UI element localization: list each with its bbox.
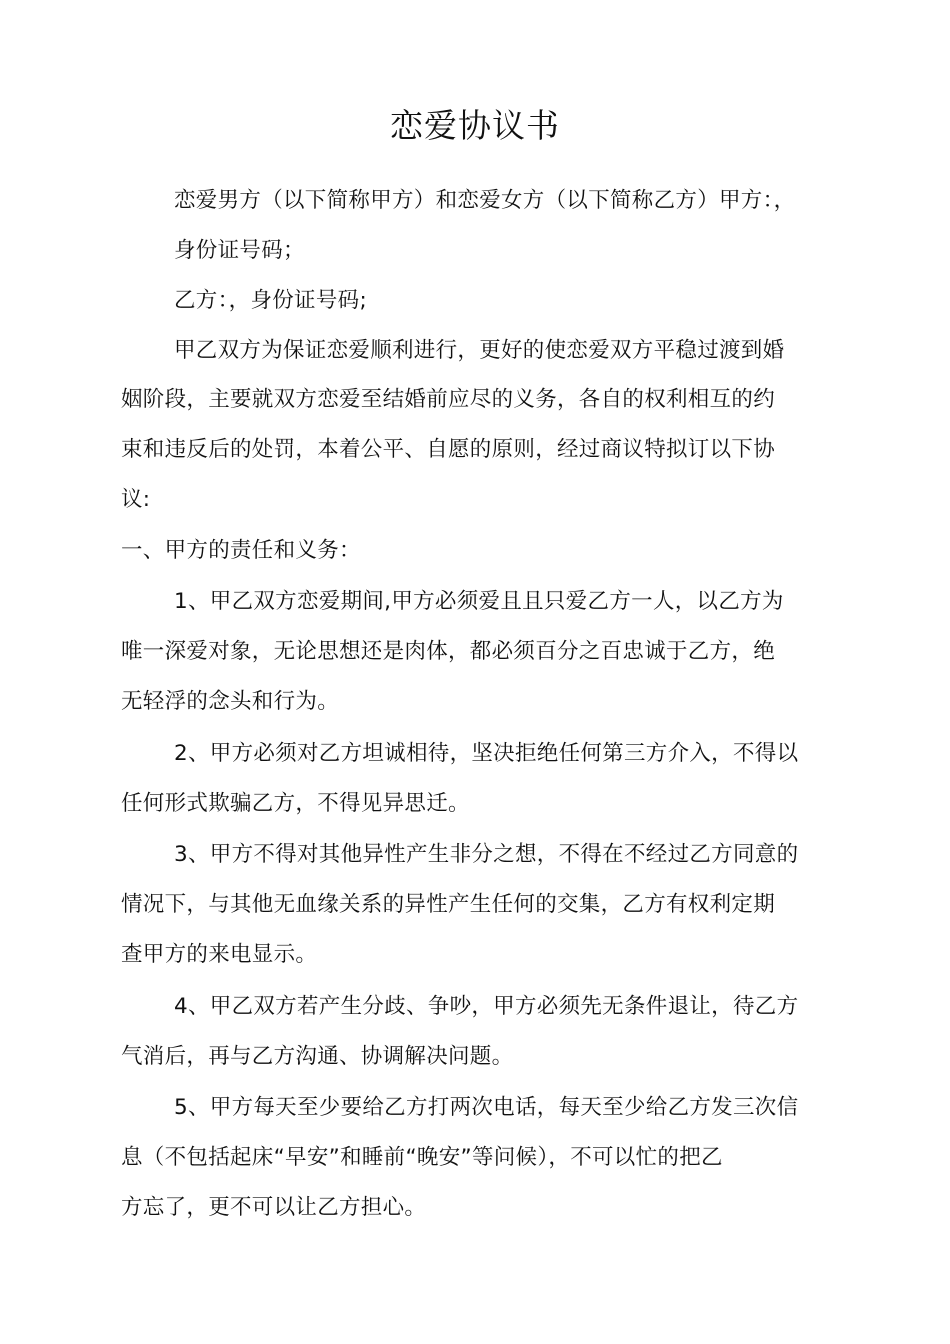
clause-line: 情况下，与其他无血缘关系的异性产生任何的交集，乙方有权利定期 bbox=[121, 892, 776, 917]
clause-line: 3、甲方不得对其他异性产生非分之想，不得在不经过乙方同意的 bbox=[174, 842, 799, 867]
clause-line: 气消后，再与乙方沟通、协调解决问题。 bbox=[121, 1044, 514, 1069]
preamble-line: 姻阶段，主要就双方恋爱至结婚前应尽的义务，各自的权利相互的约 bbox=[121, 387, 776, 412]
section-heading: 一、甲方的责任和义务： bbox=[121, 538, 361, 563]
clause-line: 无轻浮的念头和行为。 bbox=[121, 689, 340, 714]
preamble-line: 束和违反后的处罚，本着公平、自愿的原则，经过商议特拟订以下协 bbox=[121, 437, 776, 462]
preamble-line: 议: bbox=[121, 487, 151, 512]
clause-line: 任何形式欺骗乙方，不得见异思迁。 bbox=[121, 791, 470, 816]
intro-line: 乙方：，身份证号码; bbox=[174, 288, 367, 313]
clause-line: 5、甲方每天至少要给乙方打两次电话，每天至少给乙方发三次信 bbox=[174, 1095, 799, 1120]
clause-line: 1、甲乙双方恋爱期间,甲方必须爱且且只爱乙方一人，以乙方为 bbox=[174, 589, 784, 614]
clause-line: 方忘了，更不可以让乙方担心。 bbox=[121, 1195, 427, 1220]
intro-line: 恋爱男方（以下简称甲方）和恋爱女方（以下简称乙方）甲方：， bbox=[174, 188, 796, 213]
clause-line: 2、甲方必须对乙方坦诚相待，坚决拒绝任何第三方介入，不得以 bbox=[174, 741, 799, 766]
clause-line: 唯一深爱对象，无论思想还是肉体，都必须百分之百忠诚于乙方，绝 bbox=[121, 639, 776, 664]
clause-line: 查甲方的来电显示。 bbox=[121, 942, 318, 967]
intro-line: 身份证号码； bbox=[174, 238, 305, 263]
clause-line: 息（不包括起床“早安”和睡前“晚安”等问候），不可以忙的把乙 bbox=[121, 1145, 723, 1170]
clause-line: 4、甲乙双方若产生分歧、争吵，甲方必须先无条件退让，待乙方 bbox=[174, 994, 799, 1019]
document-title: 恋爱协议书 bbox=[390, 106, 560, 145]
preamble-line: 甲乙双方为保证恋爱顺利进行，更好的使恋爱双方平稳过渡到婚 bbox=[174, 338, 785, 363]
